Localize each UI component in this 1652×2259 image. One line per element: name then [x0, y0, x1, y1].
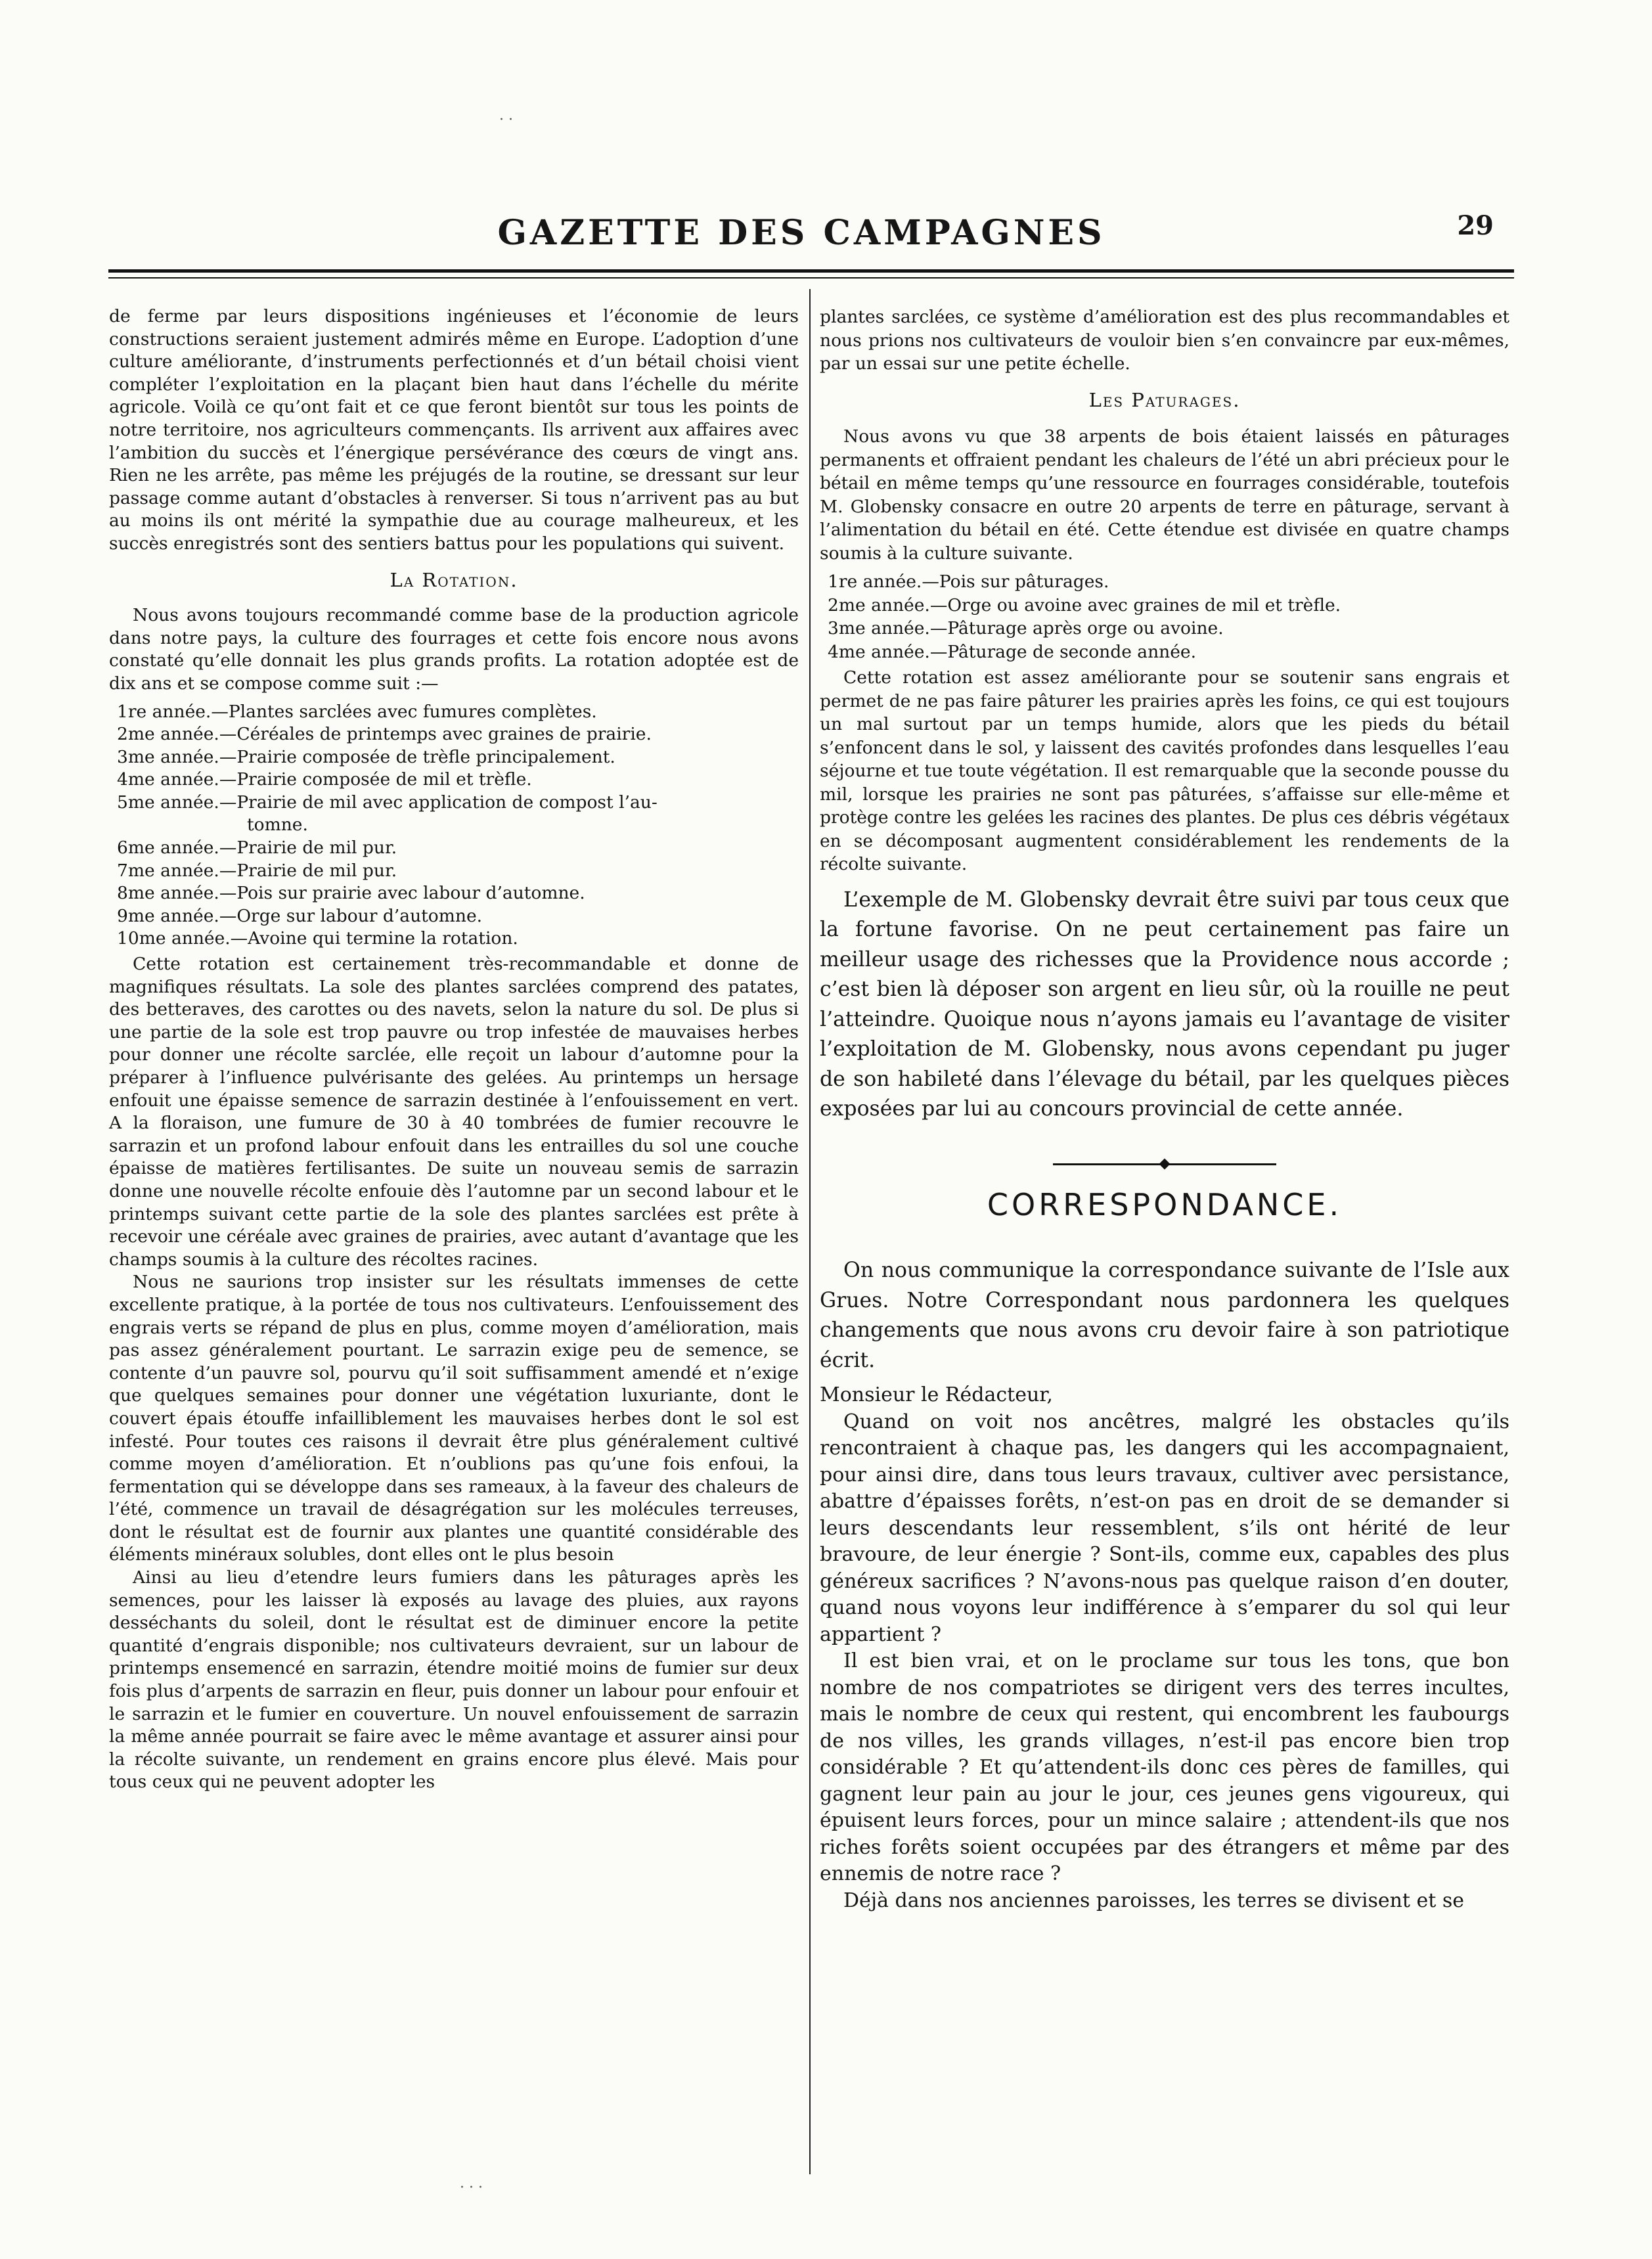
- right-column: [820, 305, 1509, 1914]
- print-speck: · · ·: [460, 2180, 483, 2196]
- rotation-heading: La Rotation.: [390, 568, 518, 591]
- rotation-item: 5me année.—Prairie de mil avec application de compost l’au-: [117, 792, 658, 813]
- left-column: [109, 305, 799, 1794]
- paturages-intro: Nous avons vu que 38 arpents de bois étaient laissés en pâturages permanents et offraient pendant les chaleurs de l’été un abri précieux pour le bétail en même temps qu’une ressource en fourrages considérable, toutefois M. Globensky consacre en outre 20 arpents de terre en pâturage, servant à l’alimentation du bétail en été. Cette étendue est divisée en quatre champs soumis à la culture suivante.: [820, 426, 1509, 564]
- rotation-item: 7me année.—Prairie de mil pur.: [117, 860, 397, 881]
- letter-salutation: Monsieur le Rédacteur,: [820, 1383, 1053, 1406]
- rotation-item: 9me année.—Orge sur labour d’automne.: [117, 905, 483, 926]
- masthead: [105, 210, 1498, 256]
- letter-paragraph: Il est bien vrai, et on le proclame sur tous les tons, que bon nombre de nos compatriotes se dirigent vers des terres incultes, mais le nombre de ceux qui restent, qui encombrent les faubourgs de nos villes, les grands villages, n’est-il pas encore bien trop considérable ? Et qu’attendent-ils donc ces pères de familles, qui gagnent leur pain au jour le jour, ces jeunes gens vigoureux, qui épuisent leurs forces, pour un mince salaire ; attendent-ils que nos riches forêts soient occupées par des étrangers et même par des ennemis de notre race ?: [820, 1649, 1509, 1885]
- letter-paragraph: Quand on voit nos ancêtres, malgré les obstacles qu’ils rencontraient à chaque pas, les dangers qui les accompagnaient, pour ainsi dire, dans tous leurs travaux, cultiver avec persistance, abattre d’épaisses forêts, n’est-on pas en droit de se demander si leurs descendants leur ressemblent, s’ils ont hérité de leur bravoure, de leur énergie ? Sont-ils, comme eux, capables des plus généreux sacrifices ? N’avons-nous pas quelque raison d’en douter, quand nous voyons leur indifférence à s’emparer du sol qui leur appartient ?: [820, 1410, 1509, 1646]
- rotation-item: 3me année.—Prairie composée de trèfle principalement.: [117, 746, 615, 767]
- header-rule-thin: [108, 277, 1514, 279]
- paturages-heading: Les Paturages.: [1088, 388, 1241, 411]
- continuation-paragraph: plantes sarclées, ce système d’amélioration est des plus recommandables et nous prions nos cultivateurs de vouloir bien s’en convaincre par eux-mêmes, par un essai sur une petite échelle.: [820, 307, 1509, 374]
- column-divider: [809, 289, 811, 2174]
- rotation-item: 8me année.—Pois sur prairie avec labour d’automne.: [117, 883, 585, 904]
- rotation-item-continuation: tomne.: [247, 815, 308, 836]
- rotation-paragraph: Ainsi au lieu d’etendre leurs fumiers dans les pâturages après les semences, pour les laisser là exposés au lavage des pluies, aux rayons desséchants du soleil, dont le résultat est de diminuer encore la petite quantité d’engrais disponible; nos cultivateurs devraient, sur un labour de printemps ensemencé en sarrazin, étendre moitié moins de fumier sur deux fois plus d’arpents de sarrazin en fleur, puis donner un labour pour enfouir et le sarrazin et le fumier en couverture. Un nouvel enfouissement de sarrazin la même année pourrait se faire avec le même avantage et assurer ainsi pour la récolte suivante, un rendement en grains encore plus élevé. Mais pour tous ceux qui ne peuvent adopter les: [109, 1567, 799, 1793]
- print-speck: · ·: [499, 112, 513, 128]
- paturages-item: 4me année.—Pâturage de seconde année.: [828, 641, 1197, 662]
- rotation-paragraph: Nous ne saurions trop insister sur les résultats immenses de cette excellente pratique, à la portée de tous nos cultivateurs. L’enfouissement des engrais verts se répand de plus en plus, comme moyen d’amélioration, mais pas assez généralement pourtant. Le sarrazin exige peu de semence, se contente d’un pauvre sol, pourvu qu’il soit suffisamment amendé et n’exige que quelques semaines pour donner une végétation luxuriante, dont le couvert épais étouffe infailliblement les mauvaises herbes dont le sol est infesté. Pour toutes ces raisons il devrait être plus généralement cultivé comme moyen d’amélioration. Et n’oublions pas qu’une fois enfoui, la fermentation qui se développe dans ses rameaux, à la faveur des chaleurs de l’été, commence un travail de désagrégation sur les molécules terreuses, dont le résultat est de fournir aux plantes une quantité considérable des éléments minéraux solubles, dont elles ont le plus besoin: [109, 1272, 799, 1565]
- newspaper-title: GAZETTE DES CAMPAGNES: [497, 213, 1105, 253]
- header-rule-thick: [108, 269, 1514, 273]
- section-separator: [1053, 1157, 1276, 1171]
- correspondance-intro: On nous communique la correspondance suivante de l’Isle aux Grues. Notre Correspondant nous pardonnera les quelques changements que nous avons cru devoir faire à son patriotique écrit.: [820, 1259, 1509, 1372]
- paturages-item: 2me année.—Orge ou avoine avec graines de mil et trèfle.: [828, 594, 1341, 615]
- paturages-item: 1re année.—Pois sur pâturages.: [828, 571, 1109, 592]
- rotation-item: 6me année.—Prairie de mil pur.: [117, 838, 397, 859]
- rotation-paragraph: Cette rotation est certainement très-recommandable et donne de magnifiques résultats. La sole des plantes sarclées comprend des patates, des betteraves, des carottes ou des navets, selon la nature du sol. De plus si une partie de la sole est trop pauvre ou trop infestée de mauvaises herbes pour donner une récolte sarclée, elle reçoit un labour d’automne pour la préparer à l’influence pulvérisante des gelées. Au printemps un hersage enfouit une épaisse semence de sarrazin destinée à l’enfouissement en vert. A la floraison, une fumure de 30 à 40 tombrées de fumier recouvre le sarrazin et un profond labour enfouit dans les entrailles du sol une couche épaisse de matières fertilisantes. De suite un nouveau semis de sarrazin donne une nouvelle récolte enfouie dès l’automne par un second labour et le printemps suivant cette partie de la sole des plantes sarclées est prête à recevoir une céréale avec graines de prairies, avec autant d’avantage que les champs soumis à la culture des récoltes racines.: [109, 954, 799, 1270]
- paturages-paragraph: Cette rotation est assez améliorante pour se soutenir sans engrais et permet de ne pas faire pâturer les prairies après les foins, ce qui est toujours un mal surtout par un temps humide, alors que les pieds du bétail s’enfoncent dans le sol, y laissent des cavités profondes dans lesquelles l’eau séjourne et tue toute végétation. Il est remarquable que la seconde pousse du mil, lorsque les prairies ne sont pas pâturées, s’affaisse sur elle-même et protège contre les gelées les racines des plantes. De plus ces débris végétaux en se décomposant augmentent considérablement les rendements de la récolte suivante.: [820, 667, 1509, 874]
- example-paragraph: L’exemple de M. Globensky devrait être suivi par tous ceux que la fortune favorise. On ne peut certainement pas faire un meilleur usage des richesses que la Providence nous accorde ; c’est bien là déposer son argent en lieu sûr, où la rouille ne peut l’atteindre. Quoique nous n’ayons jamais eu l’avantage de visiter l’exploitation de M. Globensky, nous avons cependant pu juger de son habileté dans l’élevage du bétail, par les quelques pièces exposées par lui au concours provincial de cette année.: [820, 887, 1509, 1121]
- rotation-item: 1re année.—Plantes sarclées avec fumures complètes.: [117, 701, 597, 722]
- letter-paragraph: Déjà dans nos anciennes paroisses, les terres se divisent et se: [843, 1889, 1465, 1912]
- paturages-list: [820, 570, 1509, 663]
- rotation-item: 10me année.—Avoine qui termine la rotation.: [117, 928, 518, 949]
- page-number: 29: [1457, 210, 1494, 241]
- rotation-intro: Nous avons toujours recommandé comme base de la production agricole dans notre pays, la culture des fourrages et cette fois encore nous avons constaté qu’elle donnait les plus grands profits. La rotation adoptée est de dix ans et se compose comme suit :—: [109, 605, 799, 694]
- rotation-item: 4me année.—Prairie composée de mil et trèfle.: [117, 769, 532, 790]
- rotation-item: 2me année.—Céréales de printemps avec graines de prairie.: [117, 724, 652, 745]
- correspondance-heading: CORRESPONDANCE.: [987, 1186, 1343, 1222]
- paturages-item: 3me année.—Pâturage après orge ou avoine.: [828, 618, 1224, 638]
- rotation-list: [109, 701, 799, 951]
- intro-paragraph: de ferme par leurs dispositions ingénieuses et l’économie de leurs constructions seraient justement admirés même en Europe. L’adoption d’une culture améliorante, d’instruments perfectionnés et d’un bétail choisi vient compléter l’exploitation en la plaçant bien haut dans l’échelle du mérite agricole. Voilà ce qu’ont fait et ce que feront bientôt sur tous les points de notre territoire, nos agriculteurs commençants. Ils arrivent aux affaires avec l’ambition du succès et l’énergique persévérance des cœurs de vingt ans. Rien ne les arrête, pas même les préjugés de la routine, se dressant sur leur passage comme autant d’obstacles à renverser. Si tous n’arrivent pas au but au moins ils ont mérité la sympathie due au courage malheureux, et les succès enregistrés sont des sentiers battus pour les populations qui suivent.: [109, 306, 799, 554]
